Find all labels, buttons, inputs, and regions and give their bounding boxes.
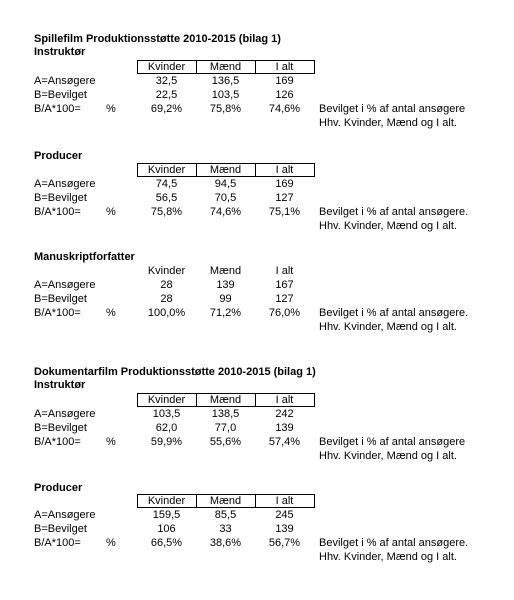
sf-producer-ansogere-label: A=Ansøgere [34,178,96,190]
dk-instruktor-ratio-value: 57,4% [268,436,301,448]
dk-instruktor-percent-sign: % [106,436,116,448]
sf-manuskript-note-line2: Hhv. Kvinder, Mænd og I alt. [319,321,457,333]
sf-manuskript-ratio-value: 71,2% [209,307,242,319]
sf-producer-header-box-top [137,163,315,164]
sf-instruktor-bevilget-value: 126 [275,89,294,101]
dk-producer-bevilget-value: 33 [219,523,232,535]
sf-producer-header-box-left [137,163,138,177]
sf-manuskript-ansogere-value: 139 [216,279,235,291]
sf-producer-bevilget-value: 127 [275,192,294,204]
dk-producer-ratio-value: 56,7% [268,537,301,549]
sf-instruktor-ratio-value: 75,8% [209,103,242,115]
sf-instruktor-header-1: Kvinder [147,61,186,73]
dk-producer-header-3: I alt [275,495,294,507]
sf-instruktor-header-box-top [137,60,315,61]
sf-instruktor-note-line1: Bevilget i % af antal ansøgere [319,103,466,115]
dk-instruktor-header-box-right [314,393,315,407]
sf-producer-ratio-value: 74,6% [209,206,242,218]
document-section-title: Dokumentarfilm Produktionsstøtte 2010-2015 (bilag 1) [34,366,316,378]
dk-producer-header-2: Mænd [209,495,242,507]
sf-instruktor-ansogere-label: A=Ansøgere [34,75,96,87]
dk-producer-percent-sign: % [106,537,116,549]
dk-producer-ratio-value: 66,5% [150,537,183,549]
dk-instruktor-bevilget-value: 77,0 [214,422,237,434]
sf-instruktor-ratio-value: 74,6% [268,103,301,115]
sf-producer-bevilget-value: 70,5 [214,192,237,204]
sf-producer-header-3: I alt [275,164,294,176]
sf-manuskript-ratio-value: 100,0% [147,307,186,319]
sf-manuskript-bevilget-label: B=Bevilget [34,293,87,305]
sf-manuskript-ratio-label: B/A*100= [34,307,81,319]
dk-instruktor-note-line2: Hhv. Kvinder, Mænd og I alt. [319,450,457,462]
sf-manuskript-header-2: Mænd [209,265,242,277]
sf-manuskript-percent-sign: % [106,307,116,319]
dk-producer-bevilget-value: 106 [157,523,176,535]
sf-instruktor-heading: Instruktør [34,46,86,58]
dk-instruktor-heading: Instruktør [34,379,86,391]
dk-instruktor-header-box-div2 [255,393,256,407]
sf-manuskript-ansogere-label: A=Ansøgere [34,279,96,291]
dk-instruktor-ansogere-value: 242 [275,408,294,420]
dk-instruktor-bevilget-label: B=Bevilget [34,422,87,434]
dk-producer-header-box-div1 [196,494,197,508]
document-section-title: Spillefilm Produktionsstøtte 2010-2015 (bilag 1) [34,33,281,45]
sf-instruktor-header-box-div1 [196,60,197,74]
dk-instruktor-note-line1: Bevilget i % af antal ansøgere [319,436,466,448]
sf-manuskript-bevilget-value: 28 [160,293,173,305]
sf-instruktor-ratio-value: 69,2% [150,103,183,115]
sf-manuskript-bevilget-value: 127 [275,293,294,305]
dk-instruktor-bevilget-value: 62,0 [155,422,178,434]
dk-instruktor-header-2: Mænd [209,394,242,406]
dk-producer-note-line1: Bevilget i % af antal ansøgere. [319,537,469,549]
sf-producer-header-box-div2 [255,163,256,177]
dk-instruktor-ratio-label: B/A*100= [34,436,81,448]
sf-instruktor-header-box-bottom [137,73,315,74]
sf-producer-ratio-value: 75,1% [268,206,301,218]
dk-producer-ansogere-label: A=Ansøgere [34,509,96,521]
dk-producer-ansogere-value: 159,5 [152,509,181,521]
sf-producer-note-line2: Hhv. Kvinder, Mænd og I alt. [319,220,457,232]
sf-instruktor-ratio-label: B/A*100= [34,103,81,115]
sf-instruktor-percent-sign: % [106,103,116,115]
dk-instruktor-header-box-left [137,393,138,407]
sf-producer-header-box-bottom [137,176,315,177]
sf-instruktor-note-line2: Hhv. Kvinder, Mænd og I alt. [319,117,457,129]
dk-producer-ansogere-value: 85,5 [214,509,237,521]
dk-producer-ratio-value: 38,6% [209,537,242,549]
sf-producer-ansogere-value: 74,5 [155,178,178,190]
sf-instruktor-header-3: I alt [275,61,294,73]
dk-instruktor-header-3: I alt [275,394,294,406]
sf-producer-header-box-div1 [196,163,197,177]
sf-manuskript-header-3: I alt [275,265,294,277]
sf-manuskript-heading: Manuskriptforfatter [34,251,135,263]
dk-instruktor-ansogere-value: 103,5 [152,408,181,420]
sf-producer-bevilget-value: 56,5 [155,192,178,204]
dk-instruktor-ansogere-value: 138,5 [211,408,240,420]
dk-producer-header-box-div2 [255,494,256,508]
sf-manuskript-header-1: Kvinder [147,265,186,277]
dk-instruktor-header-box-bottom [137,406,315,407]
dk-producer-bevilget-value: 139 [275,523,294,535]
dk-producer-ansogere-value: 245 [275,509,294,521]
sf-instruktor-ansogere-value: 32,5 [155,75,178,87]
dk-producer-header-1: Kvinder [147,495,186,507]
sf-manuskript-bevilget-value: 99 [219,293,232,305]
sf-producer-header-2: Mænd [209,164,242,176]
sf-instruktor-header-box-left [137,60,138,74]
sf-manuskript-ansogere-value: 28 [160,279,173,291]
dk-instruktor-ratio-value: 59,9% [150,436,183,448]
dk-producer-header-box-bottom [137,507,315,508]
sf-instruktor-ansogere-value: 136,5 [211,75,240,87]
dk-producer-header-box-top [137,494,315,495]
sf-producer-ratio-value: 75,8% [150,206,183,218]
sf-instruktor-bevilget-value: 103,5 [211,89,240,101]
sf-instruktor-ansogere-value: 169 [275,75,294,87]
sf-manuskript-note-line1: Bevilget i % af antal ansøgere. [319,307,469,319]
sf-producer-ratio-label: B/A*100= [34,206,81,218]
sf-producer-ansogere-value: 94,5 [214,178,237,190]
sf-producer-heading: Producer [34,150,83,162]
dk-instruktor-ansogere-label: A=Ansøgere [34,408,96,420]
dk-producer-bevilget-label: B=Bevilget [34,523,87,535]
sf-instruktor-header-box-right [314,60,315,74]
sf-producer-bevilget-label: B=Bevilget [34,192,87,204]
sf-producer-percent-sign: % [106,206,116,218]
sf-manuskript-ansogere-value: 167 [275,279,294,291]
dk-producer-header-box-right [314,494,315,508]
sf-instruktor-bevilget-value: 22,5 [155,89,178,101]
sf-instruktor-header-2: Mænd [209,61,242,73]
dk-producer-header-box-left [137,494,138,508]
dk-instruktor-header-1: Kvinder [147,394,186,406]
sf-producer-note-line1: Bevilget i % af antal ansøgere. [319,206,469,218]
dk-producer-heading: Producer [34,482,83,494]
dk-instruktor-ratio-value: 55,6% [209,436,242,448]
sf-producer-ansogere-value: 169 [275,178,294,190]
sf-instruktor-bevilget-label: B=Bevilget [34,89,87,101]
sf-producer-header-1: Kvinder [147,164,186,176]
sf-instruktor-header-box-div2 [255,60,256,74]
dk-producer-ratio-label: B/A*100= [34,537,81,549]
dk-instruktor-header-box-div1 [196,393,197,407]
dk-instruktor-bevilget-value: 139 [275,422,294,434]
sf-manuskript-ratio-value: 76,0% [268,307,301,319]
dk-instruktor-header-box-top [137,393,315,394]
sf-producer-header-box-right [314,163,315,177]
dk-producer-note-line2: Hhv. Kvinder, Mænd og I alt. [319,551,457,563]
